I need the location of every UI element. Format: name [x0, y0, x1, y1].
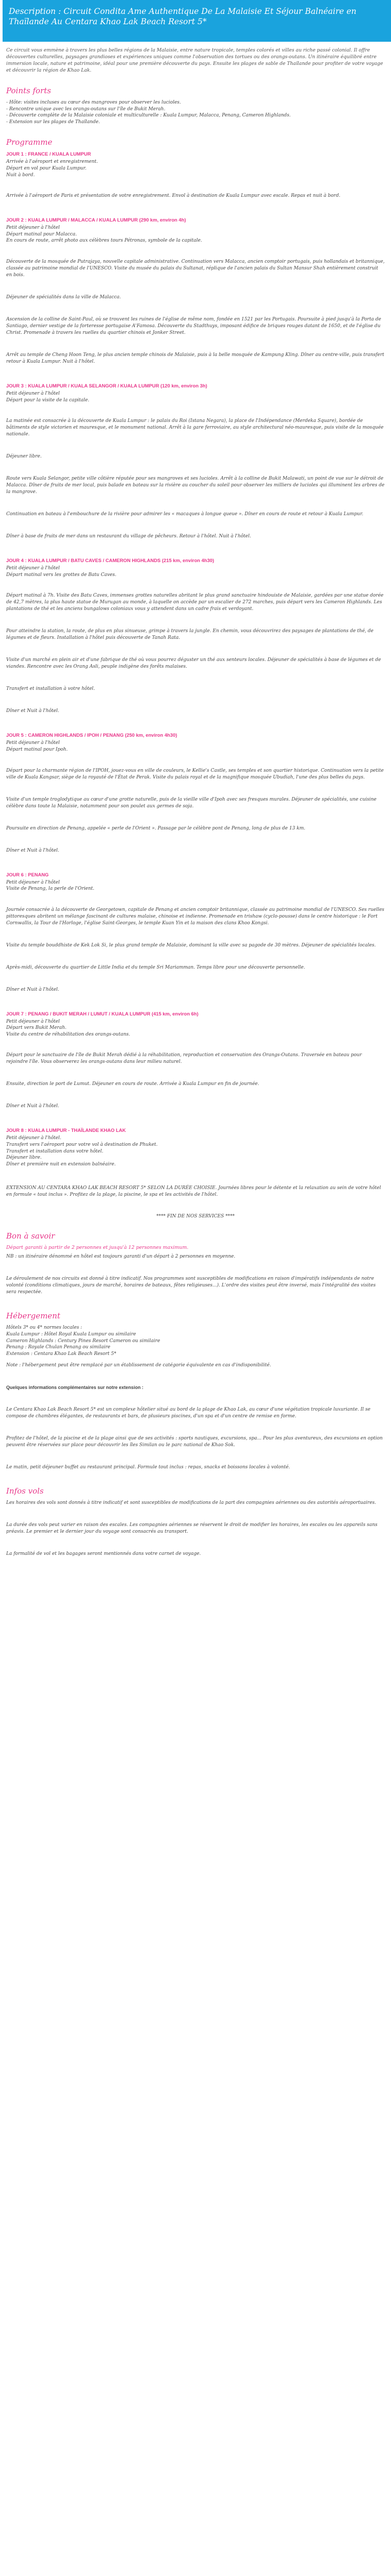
day-paragraph: Après-midi, découverte du quartier de Little India et du temple Sri Mariamman. Temps libre pour une découverte personnelle.	[6, 964, 305, 970]
day-paragraph: Visite d'un marché en plein air et d'une fabrique de thé où vous pourrez déguster un thé aux senteurs locales. Déjeuner de spécialités à base de légumes et de viandes. Rencontre avec les Orang Asli, peuple indigène des forêts malaises.	[6, 657, 381, 670]
day-paragraph: Visite du temple bouddhiste de Kek Lok Si, le plus grand temple de Malaisie, dominant la ville avec sa pagode de 30 mètres. Déjeuner de spécialités locales.	[6, 942, 376, 948]
infos-vols-line: La formalité de vol et les bagages seront mentionnés dans votre carnet de voyage.	[6, 1551, 201, 1556]
highlight-item: - Rencontre unique avec les orangs-outans sur l'île de Bukit Merah.	[6, 106, 166, 112]
day-title: JOUR 8 : KUALA LUMPUR - THAÏLANDE KHAO LAK	[6, 1127, 126, 1133]
highlights-heading: Points forts	[6, 86, 51, 95]
infos-vols-line: La durée des vols peut varier en raison des escales. Les compagnies aériennes se réservent le droit de modifier les horaires, les escales ou les appareils sans préavis. Le premier et le dernier jour du voyage sont consacrés au transport.	[6, 1522, 378, 1534]
day-title: JOUR 4 : KUALA LUMPUR / BATU CAVES / CAMERON HIGHLANDS (215 km, environ 4h30)	[6, 557, 214, 564]
day-paragraph: Dîner et Nuit à l'hôtel.	[6, 848, 59, 853]
day-paragraph: Transfert et installation à votre hôtel.	[6, 686, 95, 692]
day-meta	[6, 879, 385, 892]
day-paragraph: Découverte de la mosquée de Putrajaya, nouvelle capitale administrative. Continuation vers Malacca, ancien comptoir portugais, puis hollandais et britannique, classée au patrimoine mondial de l'UNESCO. Visite du musée du palais du Sultanat, réplique de l'ancien palais du Sultan Mansur Shah entièrement construit en bois.	[6, 259, 385, 278]
infos-vols-heading: Infos vols	[6, 1486, 44, 1496]
programme-day	[6, 1011, 385, 1110]
day-paragraph: Dîner à base de fruits de mer dans un restaurant du village de pêcheurs. Retour à l'hôtel. Nuit à l'hôtel.	[6, 534, 251, 539]
day-paragraph: Visite d'un temple troglodytique au cœur d'une grotte naturelle, puis de la vieille ville d'Ipoh avec ses fresques murales. Déjeuner de spécialités, une cuisine célèbre dans toute la Malaisie, notamment pour son poulet aux germes de soja.	[6, 796, 377, 809]
day-paragraph: Déjeuner de spécialités dans la ville de Malacca.	[6, 294, 121, 300]
day-paragraph: Départ pour la charmante région de l'IPOH, jouez-vous en ville de couleurs, le Kellie's Castle, ses temples et son quartier historique. Continuation vers la petite ville de Kuala Kangsar, siège de la royauté de l'État de Perak. Visite du palais royal et de la magnifique mosquée Ubudiah, l'une des plus belles du pays.	[6, 768, 384, 780]
hebergement-line: Hôtels 3* ou 4* normes locales :	[6, 1325, 83, 1331]
day-meta	[6, 740, 385, 753]
day-paragraph: Poursuite en direction de Penang, appelée « perle de l'Orient ». Passage par le célèbre pont de Penang, long de plus de 13 km.	[6, 825, 305, 831]
day-title: JOUR 7 : PENANG / BUKIT MERAH / LUMUT / KUALA LUMPUR (415 km, environ 6h)	[6, 1010, 199, 1016]
programme-day	[6, 383, 385, 540]
hebergement-line: Kuala Lumpur : Hôtel Royal Kuala Lumpur ou similaire	[6, 1332, 136, 1337]
day-title: JOUR 2 : KUALA LUMPUR / MALACCA / KUALA LUMPUR (290 km, environ 4h)	[6, 217, 186, 223]
infos-vols-line: Les horaires des vols sont donnés à titre indicatif et sont susceptibles de modifications de la part des compagnies aériennes ou des autorités aéroportuaires.	[6, 1500, 377, 1505]
day-meta	[6, 225, 385, 244]
highlights-list	[6, 99, 385, 125]
bon-a-savoir-heading: Bon à savoir	[6, 1231, 55, 1241]
day-meta-line: Départ matinal pour Ipoh.	[6, 747, 68, 752]
day-meta-line: Dîner et première nuit en extension balnéaire.	[6, 1161, 116, 1167]
day-meta-line: Transfert vers l'aéroport pour votre vol à destination de Phuket.	[6, 1142, 158, 1148]
day-meta-line: Déjeuner libre.	[6, 1155, 42, 1161]
content	[0, 47, 391, 1557]
day-meta-line: Départ en vol pour Kuala Lumpur.	[6, 165, 87, 171]
day-meta-line: Petit déjeuner à l'hôtel	[6, 566, 60, 571]
day-meta-line: Visite de Penang, la perle de l'Orient.	[6, 886, 94, 892]
title-band	[3, 0, 391, 42]
day-meta-line: Départ matinal vers les grottes de Batu Caves.	[6, 572, 117, 578]
day-meta-line: En cours de route, arrêt photo aux célèbres tours Pétronas, symbole de la capitale.	[6, 238, 202, 244]
day-paragraph: Dîner et Nuit à l'hôtel.	[6, 708, 59, 714]
highlight-item: - Découverte complète de la Malaisie coloniale et multiculturelle : Kuala Lumpur, Malacca, Penang, Cameron Highlands.	[6, 113, 291, 118]
extension-info-paragraph: Le matin, petit déjeuner buffet au restaurant principal. Formule tout inclus : repas, snacks et boissons locales à volonté.	[6, 1465, 290, 1470]
day-paragraph: Ascension de la colline de Saint-Paul, où se trouvent les ruines de l'église de même nom, fondée en 1521 par les Portugais. Poursuite à pied jusqu'à la Porta de Santiago, dernier vestige de la forteresse portugaise A'Famosa. Découverte du Stadthuys, imposant édifice de briques rouges datant de 1650, et de l'église du Christ. Promenade à travers les ruelles du quartier chinois et Jonker Street.	[6, 316, 381, 335]
day-meta-line: Départ matinal pour Malacca.	[6, 231, 77, 237]
hebergement-line: Cameron Highlands : Century Pines Resort Cameron ou similaire	[6, 1338, 160, 1344]
day-paragraph: Journée consacrée à la découverte de Georgetown, capitale de Penang et ancien comptoir britannique, classée au patrimoine mondial de l'UNESCO. Ses ruelles pittoresques abritent un mélange fascinant de cultures malaise, chinoise et indienne. Promenade en trishaw (cyclo-pousse) dans le centre historique : le Fort Cornwallis, la Tour de l'Horloge, l'église Saint-Georges, le temple Kuan Yin et la maison des clans Khoo Kongsi.	[6, 907, 384, 926]
day-paragraph: Arrêt au temple de Cheng Hoon Teng, le plus ancien temple chinois de Malaisie, puis à la belle mosquée de Kampung Kling. Dîner au centre-ville, puis transfert retour à Kuala Lumpur. Nuit à l'hôtel.	[6, 352, 384, 364]
hebergement-subheading: Quelques informations complémentaires sur notre extension :	[6, 1385, 144, 1390]
day-paragraph: Ensuite, direction le port de Lumut. Déjeuner en cours de route. Arrivée à Kuala Lumpur en fin de journée.	[6, 1081, 259, 1087]
highlight-item: - Extension sur les plages de Thaïlande.	[6, 119, 100, 125]
programme-day	[6, 557, 385, 715]
day-paragraph: Dîner et Nuit à l'hôtel.	[6, 1104, 59, 1109]
highlight-item: - Hôte: visites incluses au cœur des mangroves pour observer les lucioles.	[6, 100, 181, 105]
extension-info-paragraph: Profitez de l'hôtel, de la piscine et de la plage ainsi que de ses activités : sports nautiques, excursions, spa... Pour les plus aventureux, des excursions en option peuvent être réservées sur place pour découvrir les îles Similan ou le parc national de Khao Sok.	[6, 1436, 383, 1448]
programme-day	[6, 1127, 385, 1167]
day-meta	[6, 565, 385, 578]
day-meta-line: Visite du centre de réhabilitation des orangs-outans.	[6, 1031, 131, 1037]
hebergement-line: Extension : Centara Khao Lak Beach Resort 5*	[6, 1351, 117, 1357]
extension-info-paragraph: Le Centara Khao Lak Beach Resort 5* est un complexe hôtelier situé au bord de la plage de Khao Lak, au cœur d'une végétation tropicale luxuriante. Il se compose de chambres élégantes, de restaurants et bars, de plusieurs piscines, d'un spa et d'un centre de remise en forme.	[6, 1407, 371, 1419]
day-meta-line: Arrivée à l'aéroport et enregistrement.	[6, 159, 98, 165]
day-meta-line: Nuit à bord.	[6, 172, 35, 178]
day-meta-line: Petit déjeuner à l'hôtel	[6, 879, 60, 885]
programme-day	[6, 872, 385, 993]
programme-day	[6, 151, 385, 199]
day-meta-line: Petit déjeuner à l'hôtel	[6, 1019, 60, 1024]
day-paragraph: Déjeuner libre.	[6, 454, 42, 460]
programme-day	[6, 217, 385, 365]
day-meta	[6, 1135, 385, 1167]
bon-a-savoir-line: NB : un itinéraire dénommé en hôtel est toujours garanti d'un départ à 2 personnes en moyenne.	[6, 1254, 236, 1260]
programme-days	[6, 151, 385, 1167]
day-meta-line: Transfert et installation dans votre hôtel.	[6, 1148, 104, 1154]
page-title: Description : Circuit Condita Ame Authentique De La Malaisie Et Séjour Balnéaire en Thaïlande Au Centara Khao Lak Beach Resort 5*	[9, 7, 356, 26]
day-paragraph: Dîner et Nuit à l'hôtel.	[6, 987, 59, 992]
day-meta	[6, 159, 385, 178]
hebergement-list	[6, 1325, 385, 1369]
day-paragraph: Départ pour le sanctuaire de l'île de Bukit Merah dédié à la réhabilitation, reproduction et conservation des Orangs-Outans. Traversée en bateau pour rejoindre l'île. Vous observerez les orangs-outans dans leur milieu naturel.	[6, 1053, 362, 1065]
day-paragraph: Arrivée à l'aéroport de Paris et présentation de votre enregistrement. Envol à destination de Kuala Lumpur avec escale. Repas et nuit à bord.	[6, 193, 340, 199]
bon-a-savoir-subheading: Départ garanti à partir de 2 personnes et jusqu'à 12 personnes maximum.	[6, 1245, 189, 1251]
day-paragraph: La matinée est consacrée à la découverte de Kuala Lumpur : le palais du Roi (Istana Negara), la place de l'Indépendance (Merdeka Square), bordée de bâtiments de style victorien et mauresque, et le monument national. Arrêt à la gare ferroviaire, au style architectural néo-mauresque, puis visite de la mosquée nationale.	[6, 418, 384, 437]
day-meta-line: Petit déjeuner à l'hôtel.	[6, 1136, 61, 1141]
day-meta-line: Petit déjeuner à l'hôtel	[6, 740, 60, 746]
hebergement-line: Penang : Royale Chulan Penang ou similaire	[6, 1345, 110, 1350]
day-paragraph: Départ matinal à 7h. Visite des Batu Caves, immenses grottes naturelles abritant le plus grand sanctuaire hindouiste de Malaisie, gardées par une statue dorée de 42,7 mètres, la plus haute statue de Murugan au monde, à laquelle on accède par un escalier de 272 marches, puis départ vers les Cameron Highlands. Les plantations de thé et les anciens bungalows coloniaux vous y attendent dans un cadre frais et verdoyant.	[6, 593, 384, 612]
day-meta-line: Départ pour la visite de la capitale.	[6, 397, 90, 403]
day-title: JOUR 1 : FRANCE / KUALA LUMPUR	[6, 151, 91, 157]
extension-text: EXTENSION AU CENTARA KHAO LAK BEACH RESORT 5* SELON LA DURÉE CHOISIE. Journées libres pour le détente et la relaxation au sein de votre hôtel en formule « tout inclus ». Profitez de la plage, la piscine, le spa et les activités de l'hôtel.	[6, 1185, 381, 1198]
day-meta	[6, 391, 385, 403]
end-of-services: **** FIN DE NOS SERVICES ****	[156, 1214, 235, 1219]
day-meta-line: Départ vers Bukit Merah.	[6, 1025, 67, 1031]
hebergement-heading: Hébergement	[6, 1311, 60, 1321]
day-paragraph: Continuation en bateau à l'embouchure de la rivière pour admirer les « macaques à longue queue ». Dîner en cours de route et retour à Kuala Lumpur.	[6, 512, 364, 517]
day-title: JOUR 3 : KUALA LUMPUR / KUALA SELANGOR / KUALA LUMPUR (120 km, environ 3h)	[6, 382, 207, 388]
programme-day	[6, 732, 385, 854]
intro-paragraph: Ce circuit vous emmène à travers les plus belles régions de la Malaisie, entre nature tropicale, temples colorés et villes au riche passé colonial. Il offre découvertes culturelles, paysages grandioses et expériences uniques comme l'observation des tortues ou des orangs-outans. Un itinéraire équilibré entre immersion locale, nature et patrimoine, idéal pour une première découverte du pays. Ensuite les plages de sable de Thaïlande pour profiter de votre voyage et découvrir la région de Khao Lak.	[6, 47, 383, 73]
programme-heading: Programme	[6, 138, 53, 147]
day-paragraph: Route vers Kuala Selangor, petite ville côtière réputée pour ses mangroves et ses lucioles. Arrêt à la colline de Bukit Malawati, un point de vue sur le détroit de Malacca. Dîner de fruits de mer local, puis balade en bateau sur la rivière au coucher du soleil pour observer les milliers de lucioles qui illuminent les arbres de la mangrove.	[6, 476, 385, 495]
day-meta-line: Petit déjeuner à l'hôtel	[6, 391, 60, 396]
bon-a-savoir-line: Le déroulement de nos circuits est donné à titre indicatif. Nos programmes sont susceptibles de modifications en raison d'impératifs indépendants de notre volonté (conditions climatiques, jours de marché, horaires de bateaux, fêtes religieuses...). L'ordre des visites peut être inversé, mais l'intégralité des visites sera respectée.	[6, 1276, 376, 1295]
day-paragraph: Pour atteindre la station, la route, de plus en plus sinueuse, grimpe à travers la jungle. En chemin, vous découvrirez des paysages de plantations de thé, de légumes et de fleurs. Installation à l'hôtel puis découverte de Tanah Rata.	[6, 629, 373, 641]
hebergement-line: Note : l'hébergement peut être remplacé par un établissement de catégorie équivalente en cas d'indisponibilité.	[6, 1363, 271, 1368]
day-meta	[6, 1019, 385, 1038]
extension-block	[6, 1185, 385, 1198]
day-meta-line: Petit déjeuner à l'hôtel	[6, 225, 60, 231]
day-title: JOUR 6 : PENANG	[6, 871, 49, 877]
day-title: JOUR 5 : CAMERON HIGHLANDS / IPOH / PENANG (250 km, environ 4h30)	[6, 732, 177, 738]
